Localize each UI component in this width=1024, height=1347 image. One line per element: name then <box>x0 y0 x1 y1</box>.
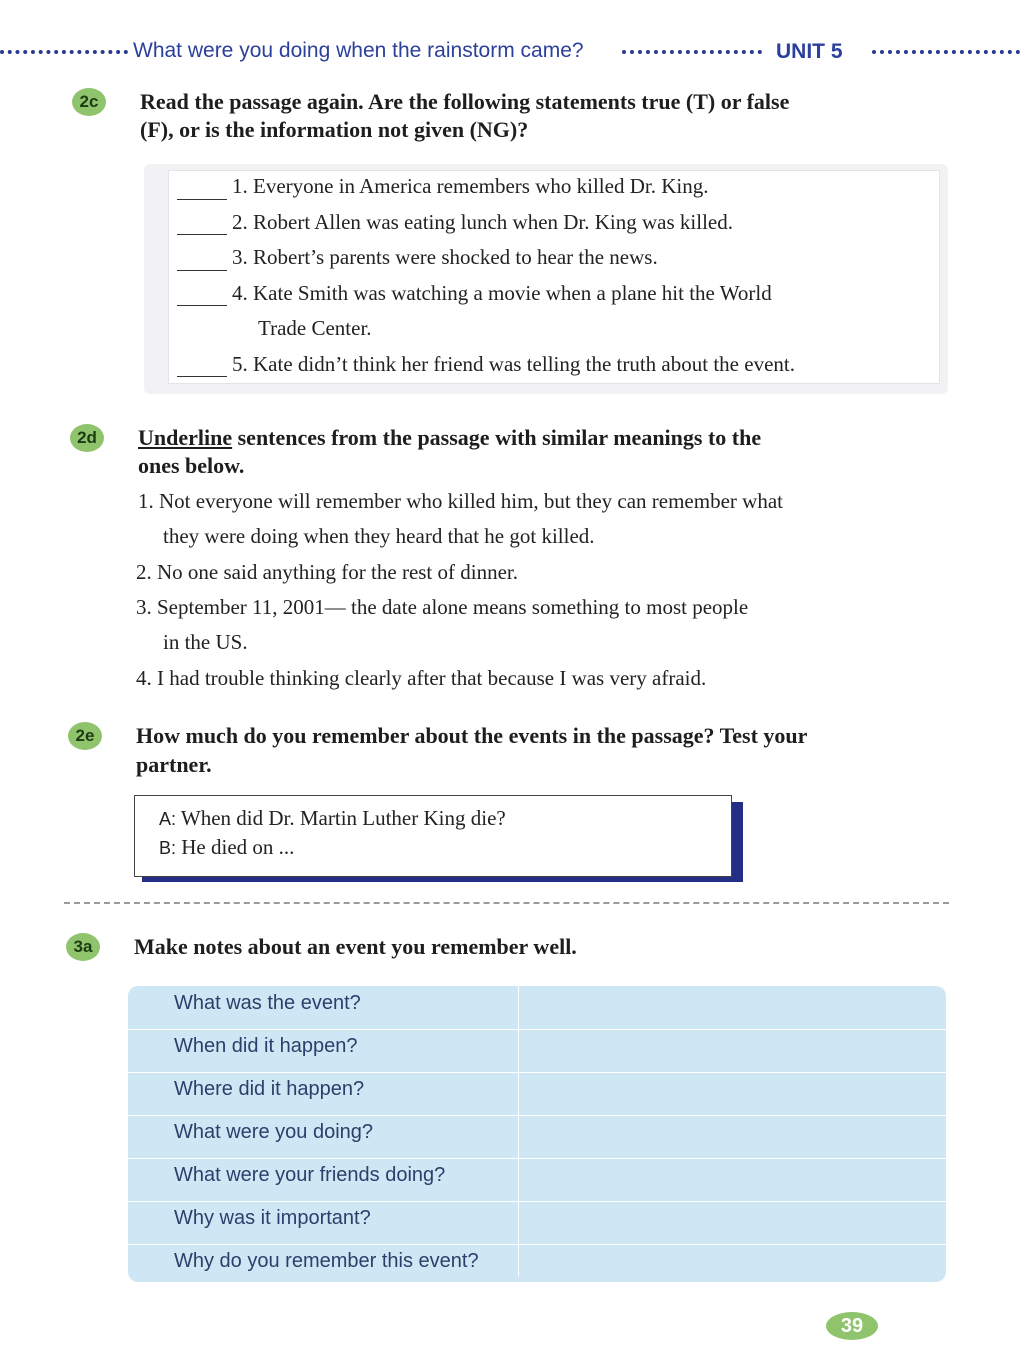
statement-2: 2. Robert Allen was eating lunch when Dr. King was killed. <box>232 210 733 234</box>
table-row <box>128 1115 946 1159</box>
instruction-2d-rest: sentences from the passage with similar meanings to the <box>232 425 762 450</box>
header-dots-left <box>0 50 128 54</box>
answer-blank-3[interactable] <box>177 270 227 271</box>
instruction-3a: Make notes about an event you remember well. <box>134 934 577 959</box>
statement-4: 4. Kate Smith was watching a movie when a plane hit the World <box>232 281 772 305</box>
statement-5: 5. Kate didn’t think her friend was telling the truth about the event. <box>232 352 795 376</box>
question-label: What were you doing? <box>174 1121 374 1143</box>
statement-3: 3. Robert’s parents were shocked to hear the news. <box>232 245 658 269</box>
question-label: What were your friends doing? <box>174 1164 446 1186</box>
dialogue-line-a <box>159 806 506 831</box>
table-row <box>128 1158 946 1202</box>
sentence-1: 1. Not everyone will remember who killed him, but they can remember what <box>138 489 783 513</box>
section-badge-2c: 2c <box>72 88 106 116</box>
instruction-2d-underline-word: Underline <box>138 425 233 450</box>
dialogue-text-a: When did Dr. Martin Luther King die? <box>180 806 506 830</box>
answer-blank-4[interactable] <box>177 305 227 306</box>
header-dots-middle <box>622 50 762 54</box>
table-row <box>128 1201 946 1245</box>
table-row <box>128 1244 946 1287</box>
section-badge-2d: 2d <box>70 424 104 452</box>
question-label: What was the event? <box>174 992 361 1014</box>
statement-4-continued: Trade Center. <box>258 316 372 340</box>
sentence-4: 4. I had trouble thinking clearly after that because I was very afraid. <box>136 666 707 690</box>
answer-blank-5[interactable] <box>177 376 227 377</box>
header-unit: UNIT 5 <box>776 40 843 63</box>
instruction-2e-line1: How much do you remember about the events in the passage? Test your <box>136 723 808 748</box>
header-dots-right <box>872 50 1020 54</box>
instruction-2d-line1 <box>138 424 761 452</box>
sentence-3: 3. September 11, 2001— the date alone means something to most people <box>136 595 749 619</box>
dialogue-line-b <box>159 835 294 860</box>
dialogue-text-b: He died on ... <box>181 835 295 859</box>
table-row <box>128 1029 946 1073</box>
dialogue-box <box>134 795 732 877</box>
speaker-b: B: <box>159 838 177 858</box>
table-row <box>128 1072 946 1116</box>
answer-blank-1[interactable] <box>177 199 227 200</box>
answer-blank-2[interactable] <box>177 234 227 235</box>
sentence-1-continued: they were doing when they heard that he got killed. <box>163 524 595 548</box>
statement-1: 1. Everyone in America remembers who killed Dr. King. <box>232 174 709 198</box>
section-divider <box>64 902 949 904</box>
notes-table <box>128 986 946 1282</box>
page-header <box>0 36 1024 66</box>
page-number: 39 <box>826 1312 878 1340</box>
instruction-2c-line1: Read the passage again. Are the following statements true (T) or false <box>140 89 790 114</box>
instruction-2d-line2: ones below. <box>138 453 245 478</box>
section-badge-2e: 2e <box>68 722 102 750</box>
question-label: When did it happen? <box>174 1035 358 1057</box>
instruction-2e-line2: partner. <box>136 752 212 777</box>
header-title: What were you doing when the rainstorm came? <box>133 39 584 62</box>
sentence-3-continued: in the US. <box>163 630 248 654</box>
question-label: Where did it happen? <box>174 1078 365 1100</box>
section-badge-3a: 3a <box>66 933 100 961</box>
question-label: Why was it important? <box>174 1207 371 1229</box>
sentence-2: 2. No one said anything for the rest of dinner. <box>136 560 518 584</box>
dialogue-box-shadow-right <box>731 802 743 882</box>
table-row <box>128 986 946 1030</box>
question-label: Why do you remember this event? <box>174 1250 479 1272</box>
speaker-a: A: <box>159 809 177 829</box>
instruction-2c-line2: (F), or is the information not given (NG)? <box>140 117 529 142</box>
